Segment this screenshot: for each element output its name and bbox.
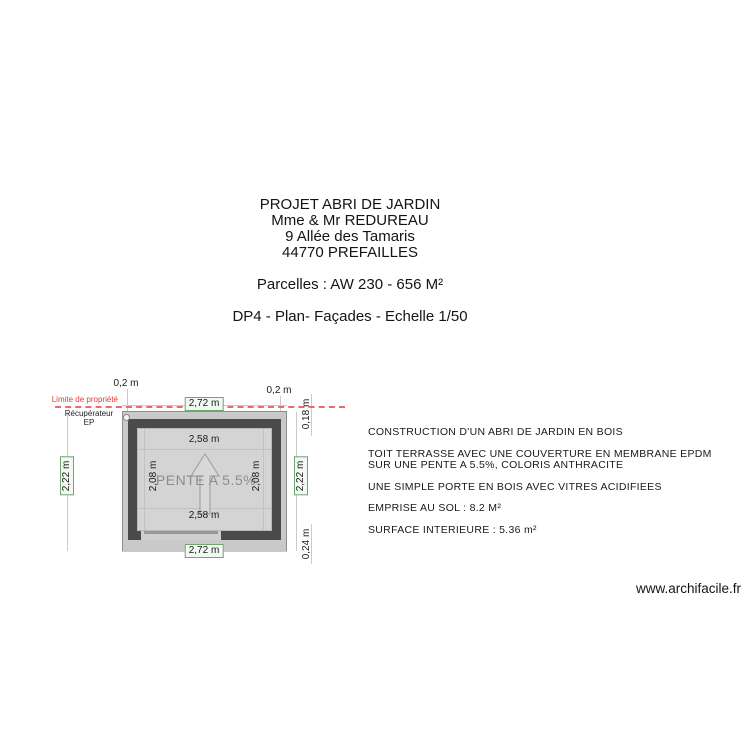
dim-roof-overhang-bottom: 0,24 m — [301, 528, 312, 560]
rain-collector-marker-icon — [123, 414, 130, 421]
dim-inner-width-top: 2,58 m — [188, 434, 220, 445]
address-street: 9 Allée des Tamaris — [285, 228, 415, 245]
dim-inner-width-bottom: 2,58 m — [188, 510, 220, 521]
dim-offset-right: 0,2 m — [266, 385, 292, 396]
dimension-line — [138, 449, 271, 450]
title-block — [125, 197, 575, 261]
note-footprint: EMPRISE AU SOL : 8.2 M² — [368, 502, 502, 514]
note-door: UNE SIMPLE PORTE EN BOIS AVEC VITRES ACIDIFIEES — [368, 480, 662, 493]
property-limit-label: Limite de propriété — [51, 395, 118, 404]
rain-collector-label — [58, 409, 120, 427]
parcel-info: Parcelles : AW 230 - 656 M² — [256, 276, 444, 293]
project-title: PROJET ABRI DE JARDIN — [259, 196, 441, 213]
website-label: www.archifacile.fr — [635, 581, 741, 596]
dim-inner-height-left: 2,08 m — [148, 460, 159, 492]
dim-outer-width-bottom: 2,72 m — [185, 544, 224, 558]
dim-offset-left: 0,2 m — [113, 378, 139, 389]
client-name: Mme & Mr REDUREAU — [271, 212, 429, 229]
dim-outer-width-top: 2,72 m — [185, 397, 224, 411]
dim-outer-height-right: 2,22 m — [294, 457, 308, 496]
note-interior-surface: SURFACE INTERIEURE : 5.36 m² — [368, 523, 537, 536]
dim-roof-overhang-top: 0,18 m — [301, 398, 312, 430]
project-notes — [368, 427, 713, 546]
dimension-line — [263, 429, 264, 530]
dimension-line — [280, 396, 281, 411]
address-city: 44770 PREFAILLES — [282, 244, 418, 261]
note-roof: TOIT TERRASSE AVEC UNE COUVERTURE EN MEMBRANE EPDM SUR UNE PENTE A 5.5%, COLORIS ANTHRACITE — [368, 447, 712, 471]
note-construction: CONSTRUCTION D'UN ABRI DE JARDIN EN BOIS — [368, 426, 623, 438]
rain-collector-label-line2: EP — [83, 418, 95, 427]
rain-collector-label-line1: Récupérateur — [64, 409, 114, 418]
document-info: DP4 - Plan- Façades - Echelle 1/50 — [232, 308, 468, 325]
door-leaf — [144, 531, 218, 534]
dim-inner-height-right: 2,08 m — [251, 460, 262, 492]
slope-label: PENTE A 5.5% — [155, 472, 257, 488]
dimension-line — [144, 429, 145, 530]
dim-outer-height-left: 2,22 m — [60, 457, 74, 496]
